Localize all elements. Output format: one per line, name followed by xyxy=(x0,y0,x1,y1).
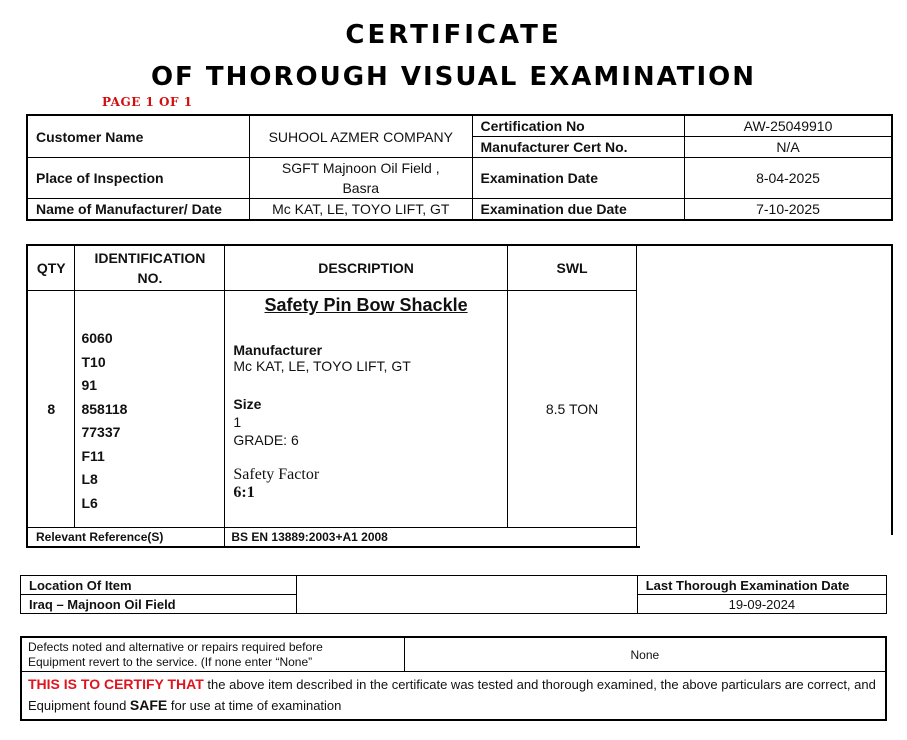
place-of-inspection-value xyxy=(250,158,473,199)
certification-no-label: Certification No xyxy=(472,115,684,137)
location-label: Location Of Item xyxy=(21,576,297,595)
defects-question xyxy=(21,637,404,672)
identification-no: F11 xyxy=(81,447,105,464)
certify-safe: SAFE xyxy=(129,697,168,713)
identification-header xyxy=(75,245,225,291)
certificate-info-table xyxy=(26,114,893,221)
description-header: DESCRIPTION xyxy=(225,245,507,291)
reference-value: BS EN 13889:2003+A1 2008 xyxy=(225,528,637,548)
swl-header: SWL xyxy=(507,245,637,291)
certify-lead: THIS IS TO CERTIFY THAT xyxy=(28,676,204,692)
qty-value: 8 xyxy=(27,291,75,528)
identification-header-line2: NO. xyxy=(137,270,163,286)
place-of-inspection-label: Place of Inspection xyxy=(27,158,250,199)
grade-value: GRADE: 6 xyxy=(233,432,299,448)
examination-due-date-label: Examination due Date xyxy=(472,199,684,221)
certification-no-value: AW-25049910 xyxy=(684,115,892,137)
examination-date-value: 8-04-2025 xyxy=(684,158,892,199)
blank-column xyxy=(637,245,892,547)
manufacturer-cert-value: N/A xyxy=(684,137,892,158)
manufacturer-label: Manufacturer xyxy=(233,342,323,358)
safety-factor-label: Safety Factor xyxy=(233,466,320,483)
identification-list xyxy=(75,291,225,528)
defects-table xyxy=(20,636,887,721)
customer-name-value: SUHOOL AZMER COMPANY xyxy=(250,115,473,158)
location-table xyxy=(20,575,887,614)
size-label: Size xyxy=(233,396,262,412)
manufacturer-cert-label: Manufacturer Cert No. xyxy=(472,137,684,158)
identification-no: T10 xyxy=(81,353,106,370)
identification-no: L8 xyxy=(81,471,98,487)
identification-header-line1: IDENTIFICATION xyxy=(94,250,206,266)
examination-date-label: Examination Date xyxy=(472,158,684,199)
manufacturer-value: Mc KAT, LE, TOYO LIFT, GT xyxy=(233,358,411,374)
last-exam-label: Last Thorough Examination Date xyxy=(637,576,886,595)
defects-answer: None xyxy=(404,637,886,672)
identification-no: L6 xyxy=(81,494,98,511)
description-cell xyxy=(225,291,507,528)
product-name: Safety Pin Bow Shackle xyxy=(264,295,468,315)
location-value: Iraq – Majnoon Oil Field xyxy=(21,595,297,614)
identification-no: 77337 xyxy=(81,424,121,440)
size-value: 1 xyxy=(233,414,242,430)
defects-question-line1: Defects noted and alternative or repairs required before xyxy=(28,639,323,654)
place-line-2: Basra xyxy=(342,180,380,196)
manufacturer-name-label: Name of Manufacturer/ Date xyxy=(27,199,250,221)
blank-area xyxy=(640,535,896,560)
items-table xyxy=(26,244,893,548)
place-line-1: SGFT Majnoon Oil Field , xyxy=(281,160,440,176)
customer-name-label: Customer Name xyxy=(27,115,250,158)
blank-cell xyxy=(297,576,637,614)
certify-statement xyxy=(21,672,886,721)
certificate-subtitle: OF THOROUGH VISUAL EXAMINATION xyxy=(150,62,757,92)
page-number: PAGE 1 OF 1 xyxy=(102,95,193,109)
certificate-title: CERTIFICATE xyxy=(345,20,562,50)
swl-value: 8.5 TON xyxy=(507,291,637,528)
certify-text-end: for use at time of examination xyxy=(167,698,342,713)
qty-header: QTY xyxy=(27,245,75,291)
defects-question-line2: Equipment revert to the service. (If none enter “None” xyxy=(28,654,313,669)
reference-label: Relevant Reference(S) xyxy=(27,528,225,548)
certify-text: the above item described in the certificate was tested and thorough examined, the above particulars are correct, and Equipment found xyxy=(28,677,876,713)
manufacturer-name-value: Mc KAT, LE, TOYO LIFT, GT xyxy=(250,199,473,221)
last-exam-value: 19-09-2024 xyxy=(637,595,886,614)
identification-no: 6060 xyxy=(81,330,113,346)
examination-due-date-value: 7-10-2025 xyxy=(684,199,892,221)
identification-no: 91 xyxy=(81,377,98,393)
safety-factor-value: 6:1 xyxy=(233,484,255,501)
identification-no: 858118 xyxy=(81,400,128,417)
